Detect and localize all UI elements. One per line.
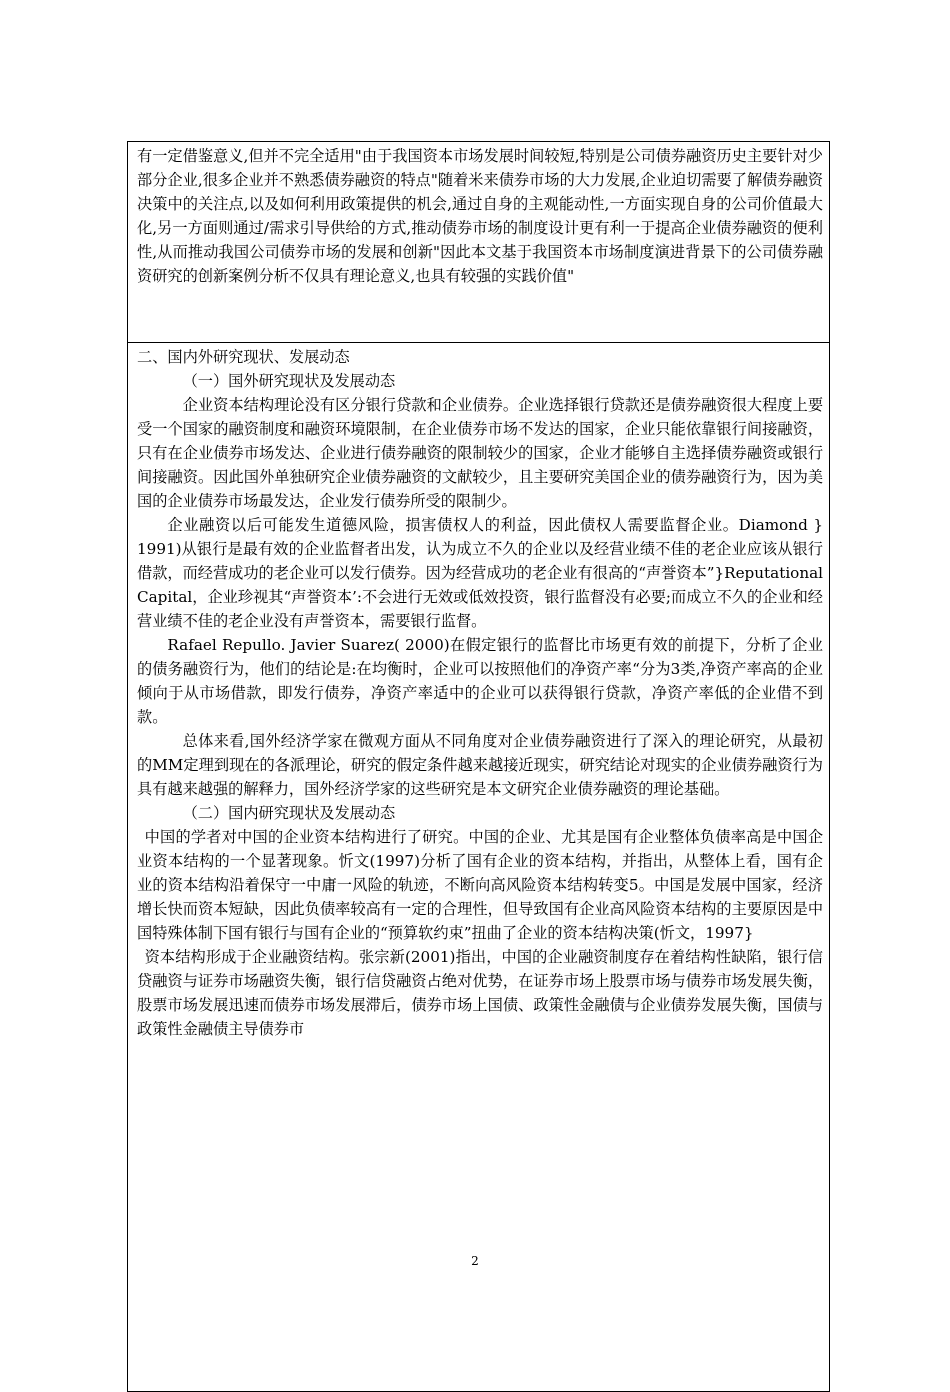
paragraph-foreign-3: Rafael Repullo. Javier Suarez( 2000)在假定银行的监督比市场更有效的前提下，分析了企业的债务融资行为，他们的结论是:在均衡时，企业可以按照他们的净资产率“分为3类,净资产率高的企业倾向于从市场借款，即发行债券，净资产率适中的企业可以获得银行贷款，净资产率低的企业借不到款。 — [137, 636, 823, 726]
paragraph-foreign-1: 企业资本结构理论没有区分银行贷款和企业债券。企业选择银行贷款还是债券融资很大程度上要受一个国家的融资制度和融资环境限制，在企业债券市场不发达的国家，企业只能依靠银行间接融资，只有在企业债券市场发达、企业进行债券融资的限制较少的国家，企业才能够自主选择债券融资或银行间接融资。因此国外单独研究企业债券融资的文献较少，且主要研究美国企业的债券融资行为，因为美国的企业债券市场最发达，企业发行债券所受的限制少。 — [137, 396, 823, 510]
subsection-heading-foreign: （一）国外研究现状及发展动态 — [182, 372, 396, 390]
section-heading: 二、国内外研究现状、发展动态 — [137, 348, 350, 366]
paragraph-foreign-4: 总体来看,国外经济学家在微观方面从不同角度对企业债券融资进行了深入的理论研究，从最初的MM定理到现在的各派理论，研究的假定条件越来越接近现实，研究结论对现实的企业债券融资行为具有越来越强的解释力，国外经济学家的这些研究是本文研究企业债券融资的理论基础。 — [137, 732, 823, 798]
subsection-heading-domestic: （二）国内研究现状及发展动态 — [182, 804, 396, 822]
intro-paragraph: 有一定借鉴意义,但并不完全适用"由于我国资本市场发展时间较短,特别是公司债券融资历史主要针对少部分企业,很多企业并不熟悉债券融资的特点"随着米来债券市场的大力发展,企业迫切需要了解债券融资决策中的关注点,以及如何利用政策提供的机会,通过自身的主观能动性,一方面实现自身的公司价值最大化,另一方面则通过/需求引导供给的方式,推动债券市场的制度设计更有利一于提高企业债券融资的便利性,从而推动我国公司债券市场的发展和创新"因此本文基于我国资本市场制度演进背景下的公司债券融资研究的创新案例分析不仅具有理论意义,也具有较强的实践价值" — [137, 147, 823, 285]
paragraph-domestic-2: 资本结构形成于企业融资结构。张宗新(2001)指出，中国的企业融资制度存在着结构性缺陷，银行信贷融资与证券市场融资失衡，银行信贷融资占绝对优势，在证券市场上股票市场与债券市场发展失衡，股票市场发展迅速而债券市场发展滞后，债券市场上国债、政策性金融债与企业债券发展失衡，国债与政策性金融债主导债券市 — [137, 948, 823, 1038]
paragraph-foreign-2: 企业融资以后可能发生道德风险，损害债权人的利益，因此债权人需要监督企业。Diamond } 1991)从银行是最有效的企业监督者出发，认为成立不久的企业以及经营业绩不佳的老企业应该从银行借款，而经营成功的老企业可以发行债券。因为经营成功的老企业有很高的“声誉资本”}Reputational Capital，企业珍视其“声誉资本’:不会进行无效或低效投资，银行监督没有必要;而成立不久的企业和经营业绩不佳的老企业没有声誉资本，需要银行监督。 — [137, 516, 824, 630]
table-cell-intro — [127, 141, 830, 343]
table-cell-research-status — [127, 343, 830, 1392]
page-number: 2 — [471, 1254, 479, 1268]
paragraph-domestic-1: 中国的学者对中国的企业资本结构进行了研究。中国的企业、尤其是国有企业整体负债率高是中国企业资本结构的一个显著现象。忻文(1997)分析了国有企业的资本结构，并指出，从整体上看，国有企业的资本结构沿着保守一中庸一风险的轨迹，不断向高风险资本结构转变5。中国是发展中国家，经济增长快而资本短缺，因此负债率较高有一定的合理性，但导致国有企业高风险资本结构的主要原因是中国特殊体制下国有银行与国有企业的“预算软约束”扭曲了企业的资本结构决策(忻文，1997} — [137, 828, 823, 942]
document-table — [127, 141, 830, 1392]
